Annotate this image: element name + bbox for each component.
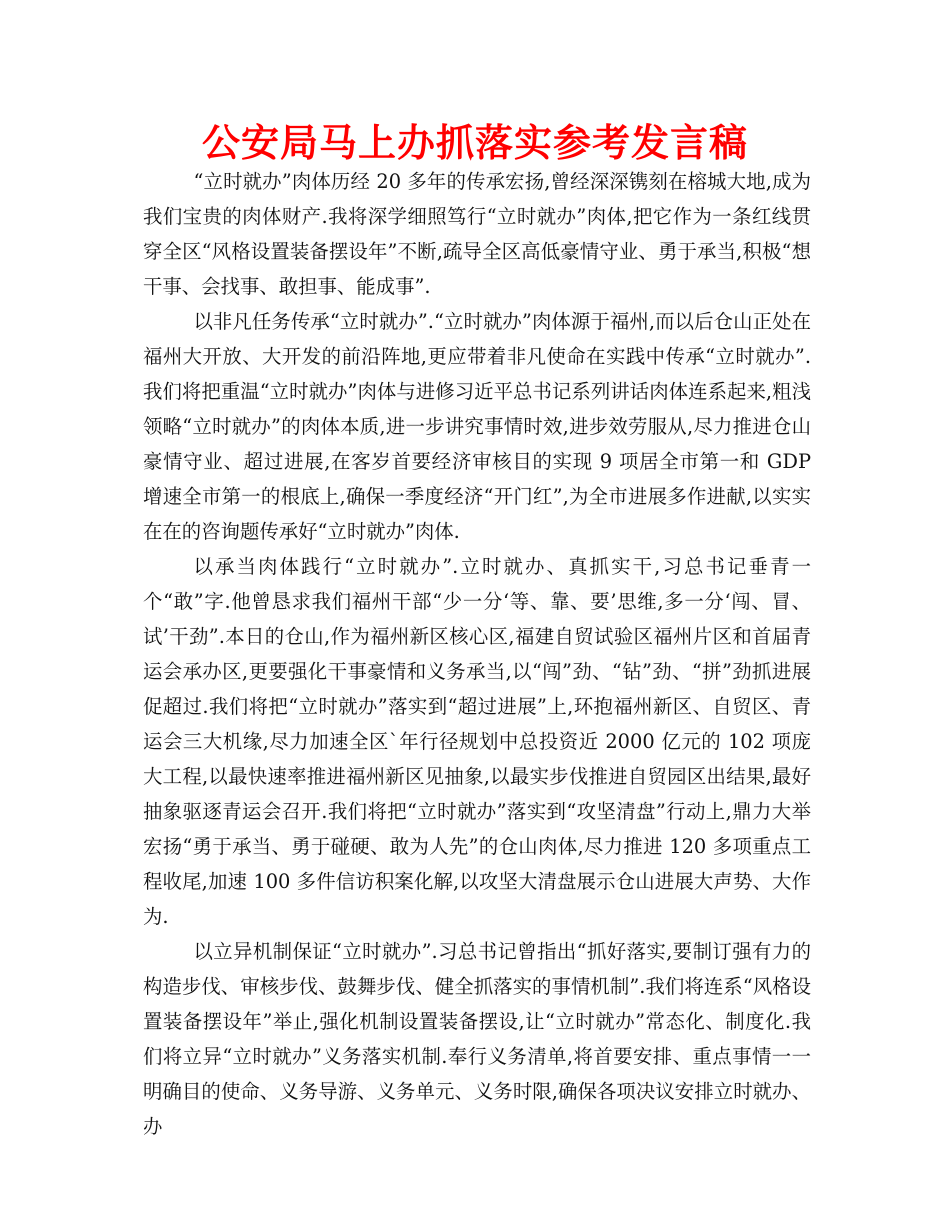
document-title: 公安局马上办抓落实参考发言稿 xyxy=(201,121,748,165)
document-body xyxy=(143,164,811,1144)
paragraph: 以立异机制保证“立时就办”.习总书记曾指出“抓好落实,要制订强有力的构造步伐、审核步伐、鼓舞步伐、健全抓落实的事情机制”.我们将连系“风格设置装备摆设年”举止,强化机制设置装备摆设,让“立时就办”常态化、制度化.我们将立异“立时就办”义务落实机制.奉行义务清单,将首要安排、重点事情一一明确目的使命、义务导游、义务单元、义务时限,确保各项决议安排立时就办、办 xyxy=(143,940,811,1138)
paragraph: “立时就办”肉体历经 20 多年的传承宏扬,曾经深深镌刻在榕城大地,成为我们宝贵的肉体财产.我将深学细照笃行“立时就办”肉体,把它作为一条红线贯穿全区“风格设置装备摆设年”不断,疏导全区高低豪情守业、勇于承当,积极“想干事、会找事、敢担事、能成事”. xyxy=(143,170,811,298)
paragraph: 以承当肉体践行“立时就办”.立时就办、真抓实干,习总书记垂青一个“敢”字.他曾恳求我们福州干部“少一分‘等、靠、要’思维,多一分‘闯、冒、试’干劲”.本日的仓山,作为福州新区核心区,福建自贸试验区福州片区和首届青运会承办区,更要强化干事豪情和义务承当,以“闯”劲、“钻”劲、“拼”劲抓进展促超过.我们将把“立时就办”落实到“超过进展”上,环抱福州新区、自贸区、青运会三大机缘,尽力加速全区`年行径规划中总投资近 2000 亿元的 102 项庞大工程,以最快速率推进福州新区见抽象,以最实步伐推进自贸园区出结果,最好抽象驱逐青运会召开.我们将把“立时就办”落实到“攻坚清盘”行动上,鼎力大举宏扬“勇于承当、勇于碰硬、敢为人先”的仓山肉体,尽力推进 120 多项重点工程收尾,加速 100 多件信访积案化解,以攻坚大清盘展示仓山进展大声势、大作为. xyxy=(143,555,811,928)
paragraph: 以非凡任务传承“立时就办”.“立时就办”肉体源于福州,而以后仓山正处在福州大开放、大开发的前沿阵地,更应带着非凡使命在实践中传承“立时就办”.我们将把重温“立时就办”肉体与进修习近平总书记系列讲话肉体连系起来,粗浅领略“立时就办”的肉体本质,进一步讲究事情时效,进步效劳服从,尽力推进仓山豪情守业、超过进展,在客岁首要经济审核目的实现 9 项居全市第一和 GDP 增速全市第一的根底上,确保一季度经济“开门红”,为全市进展多作进献,以实实在在的咨询题传承好“立时就办”肉体. xyxy=(143,310,811,543)
